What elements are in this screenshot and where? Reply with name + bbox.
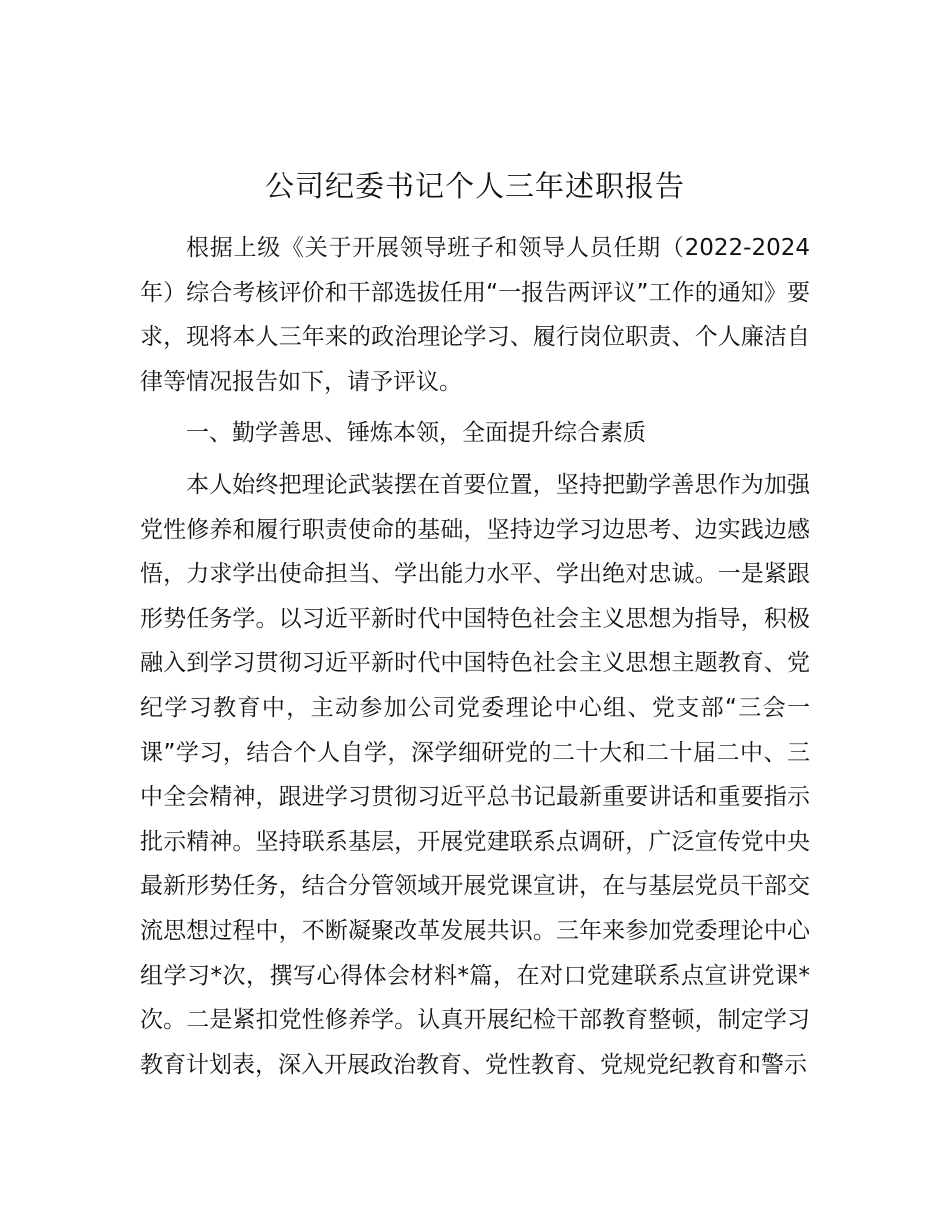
document-body (140, 226, 810, 1087)
section-1-heading: 一、勤学善思、锤炼本领，全面提升综合素质 (186, 420, 646, 447)
intro-paragraph: 根据上级《关于开展领导班子和领导人员任期（2022-2024年）综合考核评价和干部选拔任用“一报告两评议”工作的通知》要求，现将本人三年来的政治理论学习、履行岗位职责、个人廉洁自律等情况报告如下，请予评议。 (140, 235, 810, 395)
document-title: 公司纪委书记个人三年述职报告 (264, 169, 685, 203)
section-1-body: 本人始终把理论武装摆在首要位置，坚持把勤学善思作为加强党性修养和履行职责使命的基础，坚持边学习边思考、边实践边感悟，力求学出使命担当、学出能力水平、学出绝对忠诚。一是紧跟形势任务学。以习近平新时代中国特色社会主义思想为指导，积极融入到学习贯彻习近平新时代中国特色社会主义思想主题教育、党纪学习教育中，主动参加公司党委理论中心组、党支部“三会一课”学习，结合个人自学，深学细研党的二十大和二十届二中、三中全会精神，跟进学习贯彻习近平总书记最新重要讲话和重要指示批示精神。坚持联系基层，开展党建联系点调研，广泛宣传党中央最新形势任务，结合分管领域开展党课宣讲，在与基层党员干部交流思想过程中，不断凝聚改革发展共识。三年来参加党委理论中心组学习*次，撰写心得体会材料*篇，在对口党建联系点宣讲党课*次。二是紧扣党性修养学。认真开展纪检干部教育整顿，制定学习教育计划表，深入开展政治教育、党性教育、党规党纪教育和警示 (140, 471, 810, 1078)
